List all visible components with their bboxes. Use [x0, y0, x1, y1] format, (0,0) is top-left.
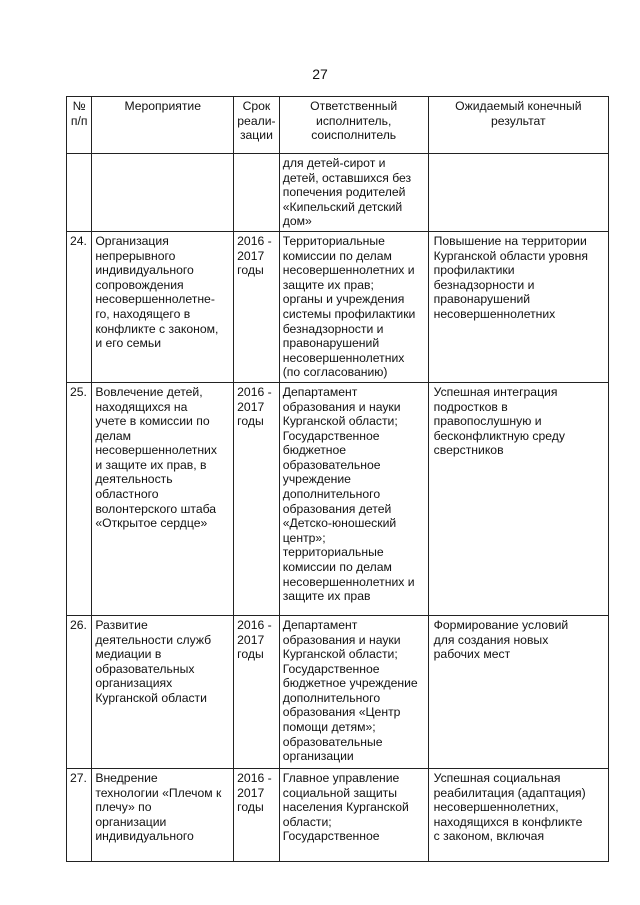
header-period: Срок реали- зации — [234, 97, 280, 154]
row-activity — [92, 154, 234, 232]
row-result: Успешная интеграция подростков в правопослушную и бесконфликтную среду сверстников — [428, 382, 608, 615]
row-num: 26. — [67, 615, 92, 768]
page-number: 27 — [312, 66, 328, 82]
table-row — [67, 231, 609, 382]
table-row — [67, 154, 609, 232]
row-activity: Организация непрерывного индивидуального сопровождения несовершеннолетне- го, находящего в конфликте с законом, и его семьи — [92, 231, 234, 382]
row-result: Формирование условий для создания новых рабочих мест — [428, 615, 608, 768]
table-header-row — [67, 97, 609, 154]
row-result: Успешная социальная реабилитация (адаптация) несовершеннолетних, находящихся в конфликте с законом, включая — [428, 768, 608, 861]
header-activity: Мероприятие — [92, 97, 234, 154]
row-period — [234, 154, 280, 232]
row-period: 2016 - 2017 годы — [234, 615, 280, 768]
row-responsible: Территориальные комиссии по делам несовершеннолетних и защите их прав; органы и учреждения системы профилактики безнадзорности и правонарушений несовершеннолетних (по согласованию) — [279, 231, 428, 382]
table-row — [67, 382, 609, 615]
row-num: 27. — [67, 768, 92, 861]
row-activity: Вовлечение детей, находящихся на учете в комиссии по делам несовершеннолетних и защите их прав, в деятельность областного волонтерского штаба «Открытое сердце» — [92, 382, 234, 615]
table-row — [67, 615, 609, 768]
row-num: 25. — [67, 382, 92, 615]
row-num: 24. — [67, 231, 92, 382]
row-num — [67, 154, 92, 232]
row-responsible: Главное управление социальной защиты населения Курганской области; Государственное — [279, 768, 428, 861]
row-result — [428, 154, 608, 232]
table-row — [67, 768, 609, 861]
row-activity: Развитие деятельности служб медиации в образовательных организациях Курганской области — [92, 615, 234, 768]
header-num: № п/п — [67, 97, 92, 154]
row-period: 2016 - 2017 годы — [234, 382, 280, 615]
row-responsible: для детей-сирот и детей, оставшихся без попечения родителей «Кипельский детский дом» — [279, 154, 428, 232]
row-activity: Внедрение технологии «Плечом к плечу» по организации индивидуального — [92, 768, 234, 861]
row-period: 2016 - 2017 годы — [234, 768, 280, 861]
row-responsible: Департамент образования и науки Курганской области; Государственное бюджетное учреждение дополнительного образования «Центр помощи детям»; образовательные организации — [279, 615, 428, 768]
row-period: 2016 - 2017 годы — [234, 231, 280, 382]
header-responsible: Ответственный исполнитель, соисполнитель — [279, 97, 428, 154]
measures-table — [66, 96, 609, 862]
header-result: Ожидаемый конечный результат — [428, 97, 608, 154]
row-responsible: Департамент образования и науки Курганской области; Государственное бюджетное образовательное учреждение дополнительного образования детей «Детско-юношеский центр»; территориальные комиссии по делам несовершеннолетних и защите их прав — [279, 382, 428, 615]
row-result: Повышение на территории Курганской области уровня профилактики безнадзорности и правонарушений несовершеннолетних — [428, 231, 608, 382]
